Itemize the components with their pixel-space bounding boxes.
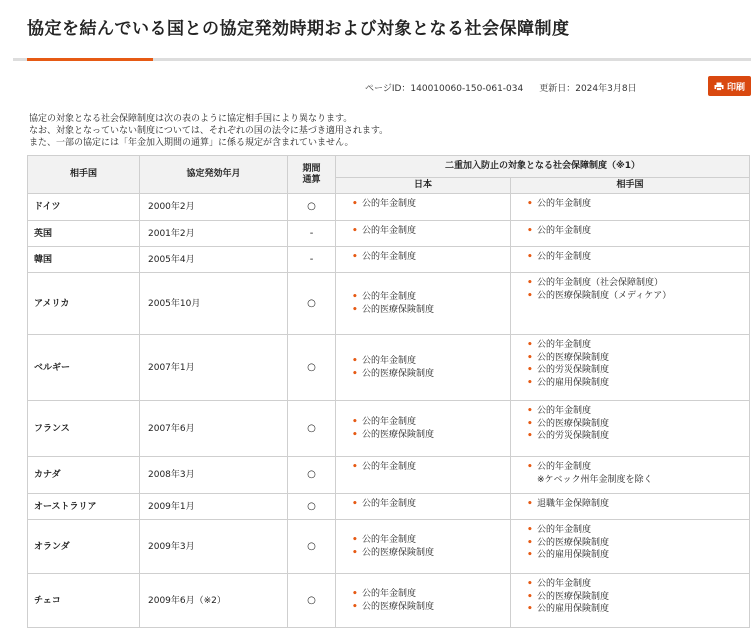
- system-name: 公的年金制度: [362, 535, 417, 545]
- system-list: [527, 405, 743, 443]
- list-item: [352, 291, 504, 304]
- bullet-icon: •: [527, 199, 533, 209]
- list-item: [527, 225, 743, 238]
- system-list: [352, 534, 504, 559]
- header-japan: 日本: [336, 178, 511, 194]
- system-name: 公的年金制度: [362, 226, 417, 236]
- list-item: [352, 198, 504, 211]
- system-name: 公的年金制度: [537, 340, 592, 350]
- updated-date: 更新日：2024年3月8日: [539, 84, 637, 94]
- system-name: 公的年金制度: [537, 462, 592, 472]
- cell-effective-date: 2005年4月: [140, 247, 288, 273]
- list-item: [352, 601, 504, 614]
- table-row: [28, 247, 750, 273]
- cell-partner-systems: [511, 401, 750, 457]
- system-name: 公的年金制度: [362, 417, 417, 427]
- cell-partner-systems: [511, 335, 750, 401]
- table-row: [28, 494, 750, 520]
- system-name: 退職年金保障制度: [537, 499, 610, 509]
- bullet-icon: •: [527, 579, 533, 589]
- list-item: [527, 418, 743, 431]
- cell-totalization: ○: [288, 194, 336, 221]
- list-item: [527, 377, 743, 390]
- bullet-icon: •: [352, 499, 358, 509]
- list-item: [352, 355, 504, 368]
- list-item: [352, 304, 504, 317]
- system-name: 公的医療保険制度（メディケア）: [537, 290, 672, 301]
- bullet-icon: •: [527, 604, 533, 614]
- system-name: 公的労災保険制度: [537, 365, 610, 375]
- agreement-table: [27, 155, 750, 628]
- cell-effective-date: 2000年2月: [140, 194, 288, 221]
- header-totalization: 期間 通算: [288, 156, 336, 194]
- bullet-icon: •: [352, 252, 358, 262]
- cell-effective-date: 2007年1月: [140, 335, 288, 401]
- system-name: 公的医療保険制度: [362, 429, 435, 440]
- system-name: 公的医療保険制度: [362, 304, 435, 315]
- system-name: 公的雇用保険制度: [537, 377, 610, 388]
- print-label: 印刷: [726, 82, 745, 93]
- table-row: [28, 401, 750, 457]
- cell-partner-systems: [511, 247, 750, 273]
- bullet-icon: •: [527, 550, 533, 560]
- intro-line: なお、対象となっていない制度については、それぞれの国の法令に基づき適用されます。: [29, 126, 389, 136]
- list-item: [527, 578, 743, 591]
- list-item: [352, 251, 504, 264]
- bullet-icon: •: [527, 591, 533, 602]
- system-name: 公的年金制度: [362, 199, 417, 209]
- cell-country: チェコ: [28, 574, 140, 628]
- bullet-icon: •: [352, 226, 358, 236]
- system-list: [527, 578, 743, 616]
- cell-country: ベルギー: [28, 335, 140, 401]
- list-item: [527, 352, 743, 365]
- bullet-icon: •: [352, 429, 358, 440]
- cell-country: オーストラリア: [28, 494, 140, 520]
- cell-japan-systems: [336, 194, 511, 221]
- list-item: [527, 251, 743, 264]
- list-item: [527, 405, 743, 418]
- bullet-icon: •: [527, 525, 533, 535]
- list-item: [527, 498, 743, 511]
- bullet-icon: •: [352, 417, 358, 427]
- list-item: [527, 461, 743, 474]
- table-row: [28, 221, 750, 247]
- bullet-icon: •: [352, 368, 358, 379]
- system-name: 公的年金制度（社会保障制度）: [537, 278, 664, 288]
- system-list: [352, 198, 504, 211]
- cell-effective-date: 2005年10月: [140, 273, 288, 335]
- header-partner-side: 相手国: [511, 178, 750, 194]
- system-list: [527, 198, 743, 211]
- table-row: [28, 194, 750, 221]
- cell-effective-date: 2001年2月: [140, 221, 288, 247]
- list-item: [527, 277, 743, 290]
- list-item: [527, 591, 743, 604]
- table-row: [28, 457, 750, 494]
- system-list: [352, 225, 504, 238]
- system-name: 公的年金制度: [537, 579, 592, 589]
- bullet-icon: •: [527, 226, 533, 236]
- system-list: [527, 339, 743, 389]
- list-item: [527, 603, 743, 616]
- bullet-icon: •: [352, 601, 358, 612]
- system-list: [527, 225, 743, 238]
- bullet-icon: •: [352, 547, 358, 558]
- list-item: [352, 547, 504, 560]
- list-item: [527, 549, 743, 562]
- cell-effective-date: 2007年6月: [140, 401, 288, 457]
- cell-japan-systems: [336, 221, 511, 247]
- page-id: ページID：140010060-150-061-034: [365, 84, 524, 94]
- system-note: ※ケベック州年金制度を除く: [537, 474, 653, 485]
- intro-line: 協定の対象となる社会保障制度は次の表のように協定相手国により異なります。: [29, 114, 353, 124]
- system-list: [352, 355, 504, 380]
- system-name: 公的年金制度: [362, 292, 417, 302]
- cell-totalization: ○: [288, 401, 336, 457]
- system-list: [527, 498, 743, 511]
- list-item: [527, 290, 743, 303]
- system-name: 公的雇用保険制度: [537, 604, 610, 614]
- header-effective-date: 協定発効年月: [140, 156, 288, 194]
- system-name: 公的年金制度: [537, 252, 592, 262]
- bullet-icon: •: [352, 356, 358, 366]
- intro-line: また、一部の協定には「年金加入期間の通算」に係る規定が含まれていません。: [29, 138, 354, 148]
- cell-effective-date: 2008年3月: [140, 457, 288, 494]
- cell-totalization: -: [288, 247, 336, 273]
- cell-country: オランダ: [28, 520, 140, 574]
- system-list: [352, 461, 504, 474]
- bullet-icon: •: [527, 537, 533, 548]
- system-name: 公的年金制度: [537, 525, 592, 535]
- title-divider-accent: [27, 58, 153, 61]
- cell-totalization: ○: [288, 520, 336, 574]
- cell-effective-date: 2009年6月（※2）: [140, 574, 288, 628]
- system-list: [527, 461, 743, 474]
- cell-totalization: ○: [288, 574, 336, 628]
- system-name: 公的医療保険制度: [362, 547, 435, 558]
- bullet-icon: •: [352, 535, 358, 545]
- cell-totalization: ○: [288, 457, 336, 494]
- cell-partner-systems: [511, 574, 750, 628]
- bullet-icon: •: [527, 406, 533, 416]
- system-list: [527, 524, 743, 562]
- cell-country: 韓国: [28, 247, 140, 273]
- page-title: 協定を結んでいる国との協定発効時期および対象となる社会保障制度: [27, 19, 570, 39]
- system-name: 公的年金制度: [362, 499, 417, 509]
- bullet-icon: •: [527, 462, 533, 472]
- cell-japan-systems: [336, 273, 511, 335]
- cell-japan-systems: [336, 335, 511, 401]
- cell-country: 英国: [28, 221, 140, 247]
- system-name: 公的年金制度: [362, 252, 417, 262]
- list-item: [352, 534, 504, 547]
- bullet-icon: •: [352, 589, 358, 599]
- header-covered-systems: 二重加入防止の対象となる社会保障制度（※1）: [336, 156, 750, 178]
- cell-country: アメリカ: [28, 273, 140, 335]
- table-row: [28, 574, 750, 628]
- list-item: [352, 225, 504, 238]
- cell-country: フランス: [28, 401, 140, 457]
- list-item: [527, 430, 743, 443]
- bullet-icon: •: [527, 365, 533, 375]
- cell-japan-systems: [336, 520, 511, 574]
- cell-totalization: ○: [288, 273, 336, 335]
- print-button[interactable]: [708, 76, 751, 96]
- cell-partner-systems: [511, 194, 750, 221]
- system-name: 公的医療保険制度: [537, 418, 610, 429]
- cell-partner-systems: [511, 494, 750, 520]
- bullet-icon: •: [352, 292, 358, 302]
- intro-text: [29, 113, 388, 149]
- header-partner: 相手国: [28, 156, 140, 194]
- list-item: [352, 498, 504, 511]
- system-name: 公的医療保険制度: [537, 537, 610, 548]
- list-item: [352, 429, 504, 442]
- system-name: 公的医療保険制度: [362, 601, 435, 612]
- bullet-icon: •: [527, 499, 533, 509]
- bullet-icon: •: [527, 340, 533, 350]
- bullet-icon: •: [527, 290, 533, 301]
- cell-effective-date: 2009年1月: [140, 494, 288, 520]
- cell-japan-systems: [336, 494, 511, 520]
- page-meta: [365, 81, 637, 94]
- bullet-icon: •: [527, 352, 533, 363]
- system-list: [527, 251, 743, 264]
- cell-partner-systems: [511, 221, 750, 247]
- cell-japan-systems: [336, 247, 511, 273]
- list-item: [527, 198, 743, 211]
- system-name: 公的医療保険制度: [537, 352, 610, 363]
- bullet-icon: •: [527, 418, 533, 429]
- list-item: [527, 339, 743, 352]
- bullet-icon: •: [527, 252, 533, 262]
- cell-japan-systems: [336, 574, 511, 628]
- system-name: 公的年金制度: [537, 406, 592, 416]
- bullet-icon: •: [527, 278, 533, 288]
- cell-effective-date: 2009年3月: [140, 520, 288, 574]
- system-name: 公的年金制度: [537, 199, 592, 209]
- system-list: [352, 251, 504, 264]
- table-row: [28, 273, 750, 335]
- list-item: [352, 416, 504, 429]
- system-name: 公的医療保険制度: [537, 591, 610, 602]
- list-item: [352, 368, 504, 381]
- cell-partner-systems: [511, 457, 750, 494]
- system-name: 公的年金制度: [537, 226, 592, 236]
- cell-country: カナダ: [28, 457, 140, 494]
- system-name: 公的年金制度: [362, 356, 417, 366]
- list-item: [527, 364, 743, 377]
- list-item: [527, 537, 743, 550]
- bullet-icon: •: [352, 199, 358, 209]
- cell-japan-systems: [336, 401, 511, 457]
- system-list: [527, 277, 743, 302]
- bullet-icon: •: [527, 431, 533, 441]
- bullet-icon: •: [352, 304, 358, 315]
- system-list: [352, 588, 504, 613]
- cell-totalization: ○: [288, 494, 336, 520]
- cell-partner-systems: [511, 273, 750, 335]
- table-row: [28, 520, 750, 574]
- system-list: [352, 416, 504, 441]
- list-item: [352, 461, 504, 474]
- cell-totalization: ○: [288, 335, 336, 401]
- system-name: 公的雇用保険制度: [537, 550, 610, 560]
- bullet-icon: •: [527, 377, 533, 388]
- printer-icon: [714, 82, 724, 91]
- bullet-icon: •: [352, 462, 358, 472]
- table-row: [28, 335, 750, 401]
- system-list: [352, 498, 504, 511]
- system-name: 公的年金制度: [362, 462, 417, 472]
- cell-totalization: -: [288, 221, 336, 247]
- system-name: 公的労災保険制度: [537, 431, 610, 441]
- system-name: 公的年金制度: [362, 589, 417, 599]
- list-item: [352, 588, 504, 601]
- list-item: [527, 524, 743, 537]
- cell-country: ドイツ: [28, 194, 140, 221]
- system-name: 公的医療保険制度: [362, 368, 435, 379]
- system-list: [352, 291, 504, 316]
- cell-japan-systems: [336, 457, 511, 494]
- cell-partner-systems: [511, 520, 750, 574]
